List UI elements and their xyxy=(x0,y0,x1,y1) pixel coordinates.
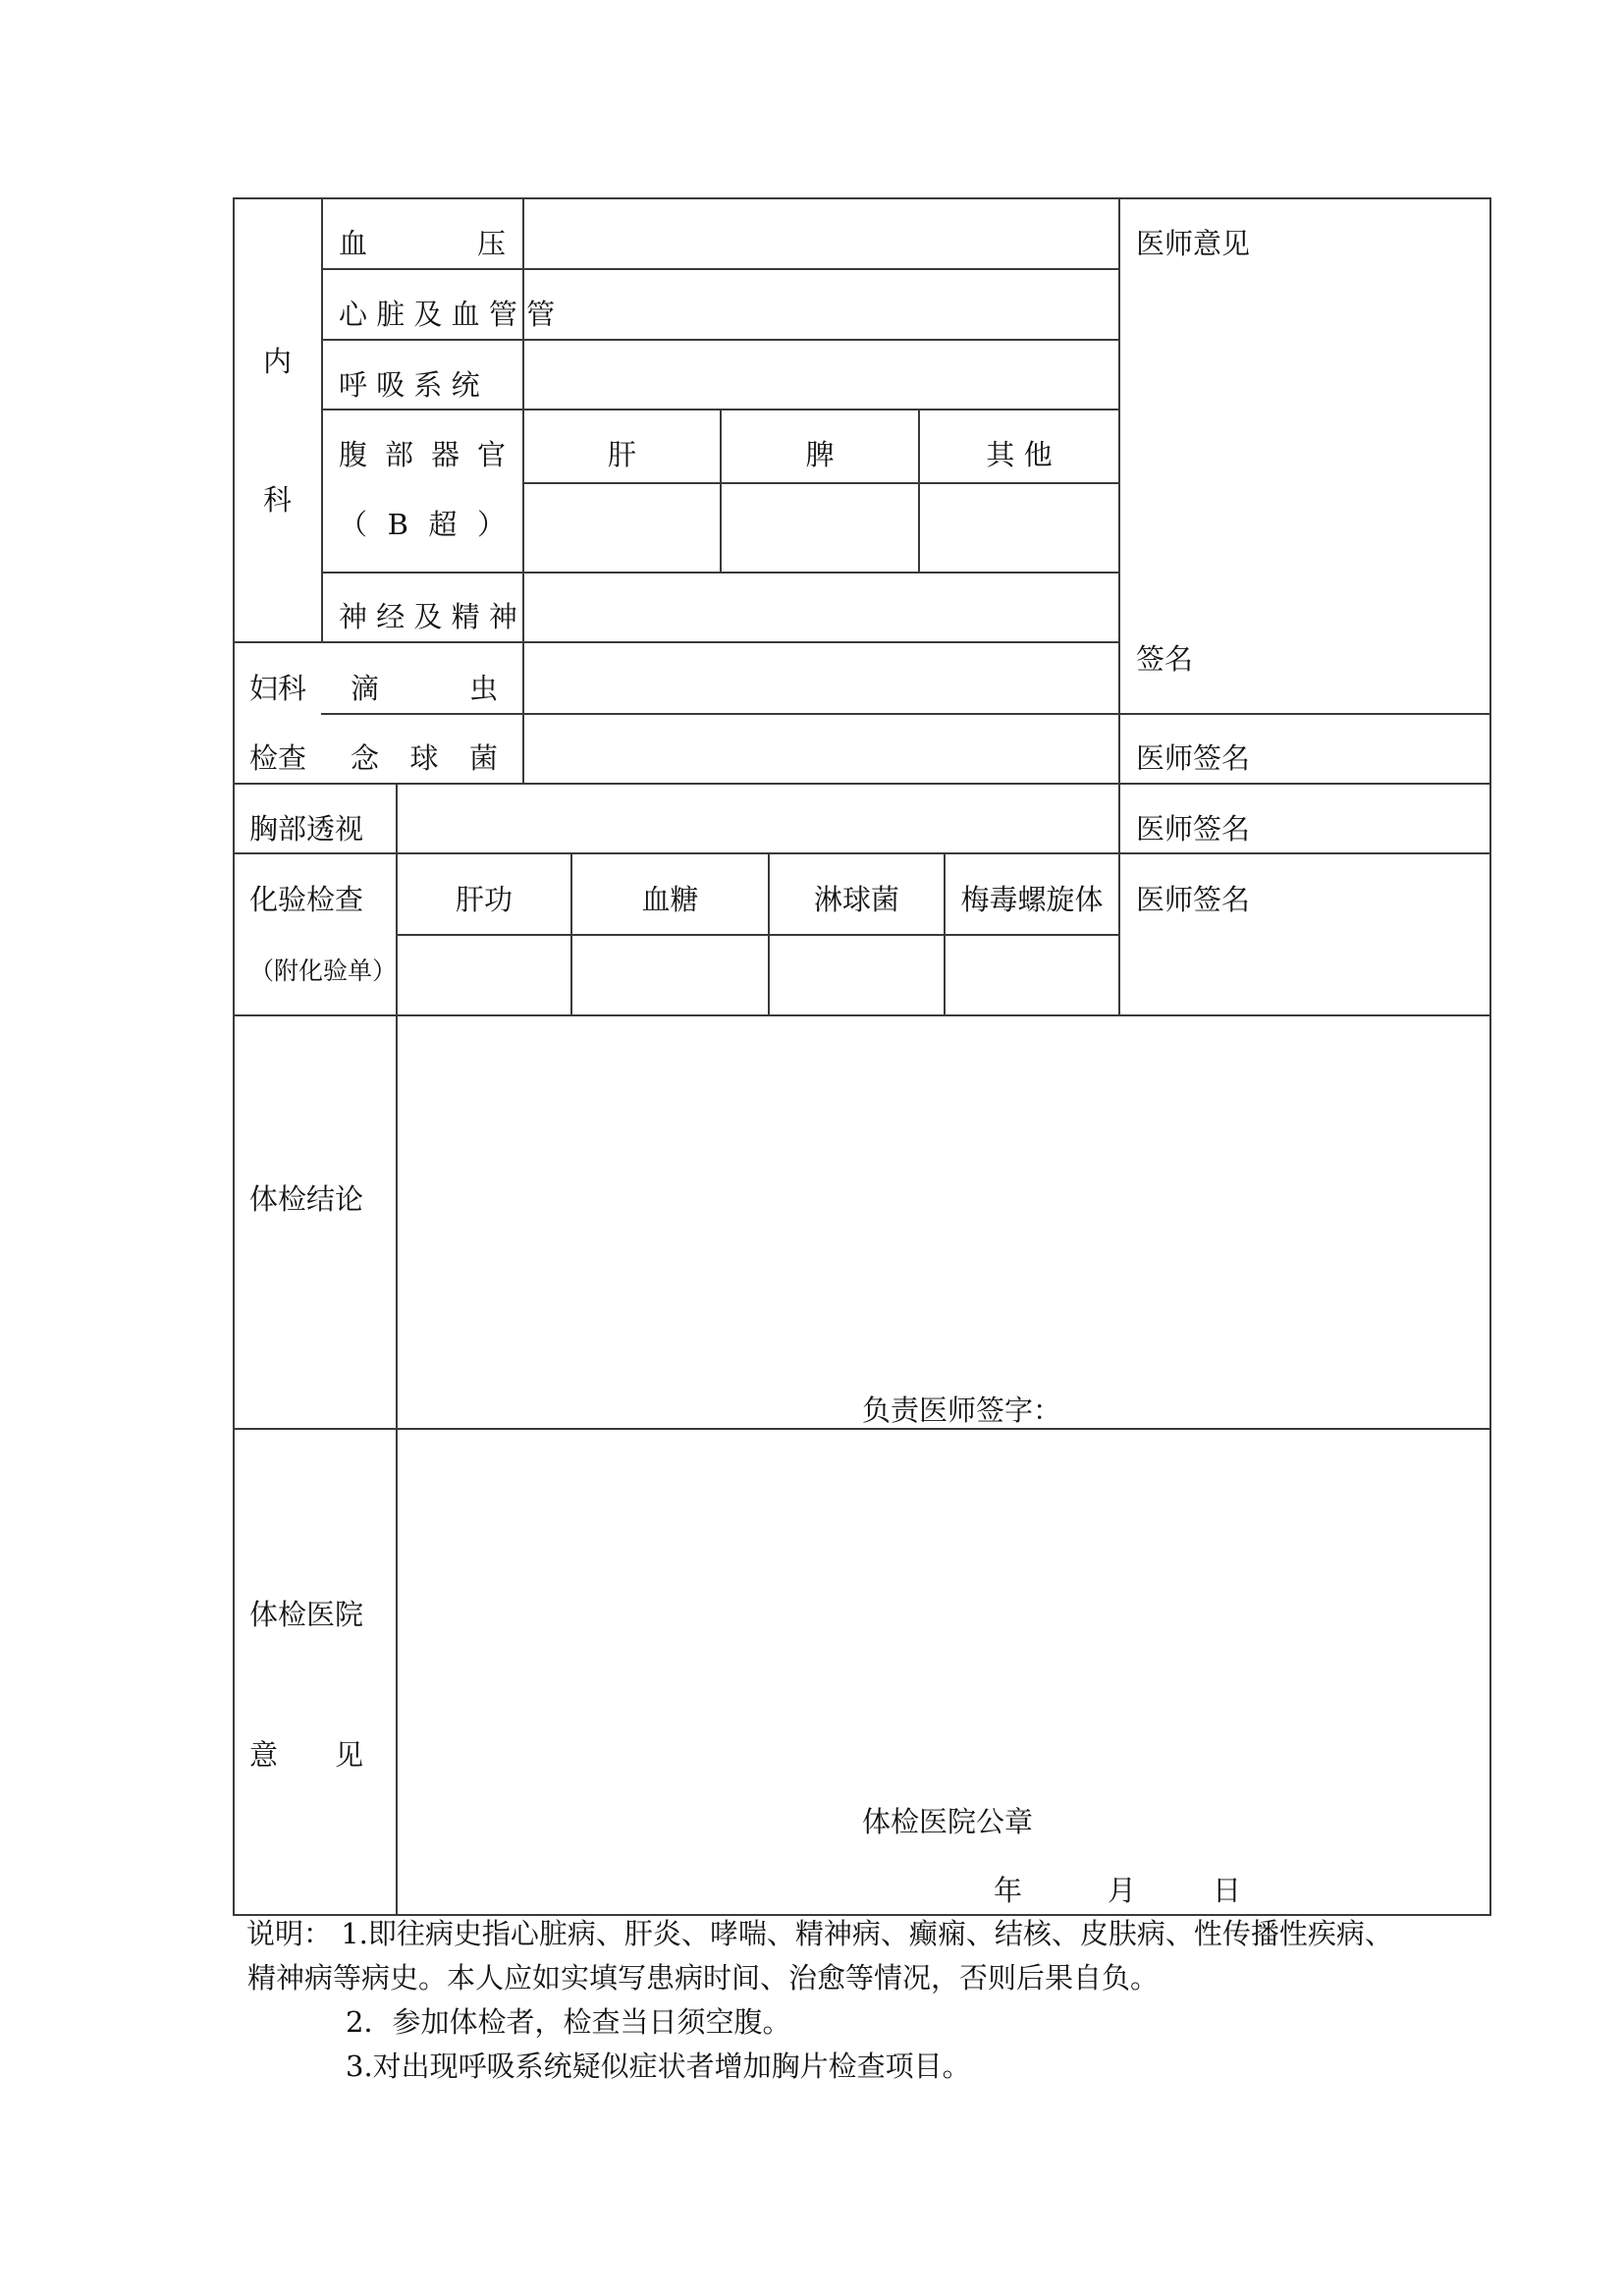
opinion-char-2: 见 xyxy=(334,1738,363,1772)
lab-sheet-note: （附化验单） xyxy=(249,957,398,985)
note-line-1: 说明： 1.即往病史指心脏病、肝炎、哮喘、精神病、癫痫、结核、皮肤病、性传播性疾病、 xyxy=(246,1917,1393,1950)
opinion-char-1: 意 xyxy=(249,1738,279,1772)
abdomen-char-4: 官 xyxy=(476,438,506,471)
candida-char-1: 念 xyxy=(351,741,380,775)
ultrasound-label xyxy=(339,508,506,541)
trichomonas-label xyxy=(351,672,498,705)
liver-function-header: 肝功 xyxy=(455,883,513,916)
blood-pressure-char-1: 血 xyxy=(339,227,368,260)
candida-char-3: 菌 xyxy=(468,741,498,775)
gonococcus-header: 淋球菌 xyxy=(813,883,899,916)
abdomen-char-2: 部 xyxy=(384,438,413,471)
candida-label xyxy=(351,741,498,775)
ultrasound-char-1: （ xyxy=(339,508,368,541)
internal-label-bottom: 科 xyxy=(263,483,293,517)
note-line-3: 2．参加体检者，检查当日须空腹。 xyxy=(346,2005,791,2039)
blood-pressure-label xyxy=(339,227,506,260)
conclusion-label: 体检结论 xyxy=(249,1182,364,1216)
liver-column-header: 肝 xyxy=(607,438,636,471)
ultrasound-char-2: B xyxy=(387,508,408,541)
note-line-2: 精神病等病史。本人应如实填写患病时间、治愈等情况，否则后果自负。 xyxy=(247,1961,1160,1995)
blood-pressure-char-2: 压 xyxy=(476,227,506,260)
chest-xray-label: 胸部透视 xyxy=(249,812,364,846)
syphilis-header: 梅毒螺旋体 xyxy=(960,883,1104,916)
date-year-label: 年 xyxy=(994,1874,1023,1907)
respiratory-label: 呼 吸 系 统 xyxy=(339,368,480,402)
trichomonas-char-2: 虫 xyxy=(468,672,498,705)
hospital-label: 体检医院 xyxy=(249,1598,364,1631)
internal-label-top: 内 xyxy=(263,345,293,378)
trichomonas-char-1: 滴 xyxy=(351,672,380,705)
abdomen-char-1: 腹 xyxy=(339,438,368,471)
gynecology-label: 妇科 xyxy=(249,672,307,705)
responsible-doctor-signature: 负责医师签字： xyxy=(862,1394,1062,1427)
ultrasound-char-4: ） xyxy=(476,508,506,541)
internal-signature-label: 签名 xyxy=(1136,642,1194,676)
candida-char-2: 球 xyxy=(409,741,439,775)
abdomen-char-3: 器 xyxy=(430,438,460,471)
gynecology-label-2: 检查 xyxy=(249,741,307,775)
notes-section xyxy=(247,1912,1465,2089)
note-line-4: 3.对出现呼吸系统疑似症状者增加胸片检查项目。 xyxy=(346,2050,971,2083)
date-day-label: 日 xyxy=(1213,1874,1242,1907)
hospital-opinion-label xyxy=(249,1738,363,1772)
heart-vessel-label: 心 脏 及 血 管 管 xyxy=(339,298,556,331)
ultrasound-char-3: 超 xyxy=(428,508,458,541)
hospital-seal-label: 体检医院公章 xyxy=(862,1805,1034,1838)
spleen-column-header: 脾 xyxy=(805,438,835,471)
lab-doctor-signature: 医师签名 xyxy=(1136,883,1251,916)
other-column-header: 其 他 xyxy=(986,438,1053,471)
date-month-label: 月 xyxy=(1108,1874,1137,1907)
nervous-label: 神 经 及 精 神 xyxy=(339,600,517,633)
gynecology-doctor-signature: 医师签名 xyxy=(1136,741,1251,775)
blood-sugar-header: 血糖 xyxy=(641,883,699,916)
doctor-opinion-label: 医师意见 xyxy=(1136,227,1251,260)
abdomen-label xyxy=(339,438,506,471)
chest-doctor-signature: 医师签名 xyxy=(1136,812,1251,846)
lab-test-label: 化验检查 xyxy=(249,883,364,916)
